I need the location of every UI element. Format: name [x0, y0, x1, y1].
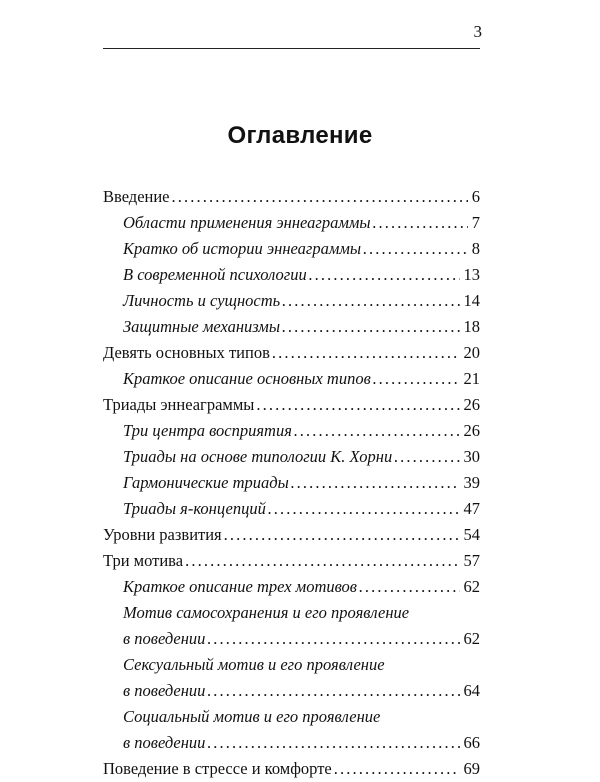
- toc-leader-dots: [207, 626, 459, 652]
- toc-entry-introduction[interactable]: [103, 184, 480, 210]
- toc-entry-label: Гармонические триады: [123, 473, 289, 492]
- toc-leader-dots: [359, 574, 460, 600]
- toc-entry-social-motive[interactable]: [103, 704, 480, 756]
- page-number: 3: [473, 22, 482, 41]
- toc-leader-dots: [282, 288, 459, 314]
- toc-entry-label: Триады эннеаграммы: [103, 395, 255, 414]
- toc-entry-label: Защитные механизмы: [123, 317, 281, 336]
- toc-entry-label: Личность и сущность: [123, 291, 281, 310]
- toc-entry-history[interactable]: [103, 236, 480, 262]
- toc-leader-dots: [282, 314, 459, 340]
- toc-leader-dots: [373, 366, 460, 392]
- toc-entry-page: 26: [463, 395, 480, 414]
- toc-entry-levels[interactable]: [103, 522, 480, 548]
- toc-leader-dots: [207, 678, 459, 704]
- toc-entry-types-summary[interactable]: [103, 366, 480, 392]
- toc-entry-page: 30: [463, 447, 480, 466]
- toc-entry-page: 47: [463, 499, 480, 518]
- toc-leader-dots: [256, 392, 459, 418]
- toc-entry-self-concept-triads[interactable]: [103, 496, 480, 522]
- toc-entry-label: Триады я-концепций: [123, 499, 266, 518]
- toc-entry-defense-mechanisms[interactable]: [103, 314, 480, 340]
- toc-entry-nine-types[interactable]: [103, 340, 480, 366]
- toc-leader-dots: [268, 496, 460, 522]
- toc-entry-horney-triads[interactable]: [103, 444, 480, 470]
- toc-entry-label: Краткое описание трех мотивов: [123, 577, 357, 596]
- toc-entry-page: 62: [463, 629, 480, 648]
- toc-entry-page: 8: [471, 239, 480, 258]
- toc-entry-harmonic-triads[interactable]: [103, 470, 480, 496]
- toc-entry-page: 21: [463, 369, 480, 388]
- toc-leader-dots: [185, 548, 459, 574]
- toc-entry-modern-psychology[interactable]: [103, 262, 480, 288]
- toc-entry-page: 66: [463, 733, 480, 752]
- toc-entry-label-continued: в поведении: [123, 629, 206, 648]
- toc-entry-sexual-motive[interactable]: [103, 652, 480, 704]
- toc-entry-page: 57: [463, 551, 480, 570]
- toc-entry-label: Сексуальный мотив и его проявление: [123, 655, 385, 674]
- toc-entry-stress-comfort[interactable]: [103, 756, 480, 782]
- table-of-contents: [103, 184, 480, 782]
- toc-entry-triads[interactable]: [103, 392, 480, 418]
- toc-entry-label: Триады на основе типологии К. Хорни: [123, 447, 393, 466]
- toc-entry-label: Уровни развития: [103, 525, 222, 544]
- toc-entry-label: Кратко об истории эннеаграммы: [123, 239, 362, 258]
- toc-entry-page: 7: [471, 213, 480, 232]
- toc-entry-page: 39: [463, 473, 480, 492]
- toc-entry-page: 54: [463, 525, 480, 544]
- toc-entry-page: 6: [471, 187, 480, 206]
- toc-entry-label: Области применения эннеаграммы: [123, 213, 371, 232]
- toc-entry-page: 69: [463, 759, 480, 778]
- toc-leader-dots: [363, 236, 468, 262]
- toc-entry-label: Три центра восприятия: [123, 421, 292, 440]
- toc-entry-page: 14: [463, 291, 480, 310]
- toc-entry-three-centers[interactable]: [103, 418, 480, 444]
- toc-entry-label-continued: в поведении: [123, 733, 206, 752]
- toc-leader-dots: [172, 184, 468, 210]
- toc-entry-personality-essence[interactable]: [103, 288, 480, 314]
- toc-entry-motives-summary[interactable]: [103, 574, 480, 600]
- toc-entry-label: Социальный мотив и его проявление: [123, 707, 381, 726]
- toc-leader-dots: [294, 418, 460, 444]
- toc-entry-page: 26: [463, 421, 480, 440]
- toc-entry-label: Девять основных типов: [103, 343, 270, 362]
- toc-leader-dots: [224, 522, 460, 548]
- toc-entry-label: Три мотива: [103, 551, 184, 570]
- toc-entry-label: В современной психологии: [123, 265, 307, 284]
- toc-entry-page: 20: [463, 343, 480, 362]
- toc-leader-dots: [334, 756, 460, 782]
- toc-entry-applications[interactable]: [103, 210, 480, 236]
- toc-entry-self-preservation[interactable]: [103, 600, 480, 652]
- toc-leader-dots: [309, 262, 460, 288]
- toc-entry-label: Поведение в стрессе и комфорте: [103, 759, 332, 778]
- toc-entry-label: Краткое описание основных типов: [123, 369, 371, 388]
- toc-entry-page: 13: [463, 265, 480, 284]
- toc-entry-three-motives[interactable]: [103, 548, 480, 574]
- toc-entry-label: Мотив самосохранения и его проявление: [123, 603, 410, 622]
- toc-leader-dots: [394, 444, 459, 470]
- toc-leader-dots: [291, 470, 460, 496]
- toc-leader-dots: [207, 730, 459, 756]
- page-title: Оглавление: [227, 122, 373, 149]
- toc-entry-page: 62: [463, 577, 480, 596]
- toc-entry-page: 18: [463, 317, 480, 336]
- toc-entry-page: 64: [463, 681, 480, 700]
- header-rule: [103, 48, 480, 49]
- toc-leader-dots: [272, 340, 460, 366]
- toc-entry-label-continued: в поведении: [123, 681, 206, 700]
- toc-leader-dots: [373, 210, 468, 236]
- toc-entry-label: Введение: [103, 187, 170, 206]
